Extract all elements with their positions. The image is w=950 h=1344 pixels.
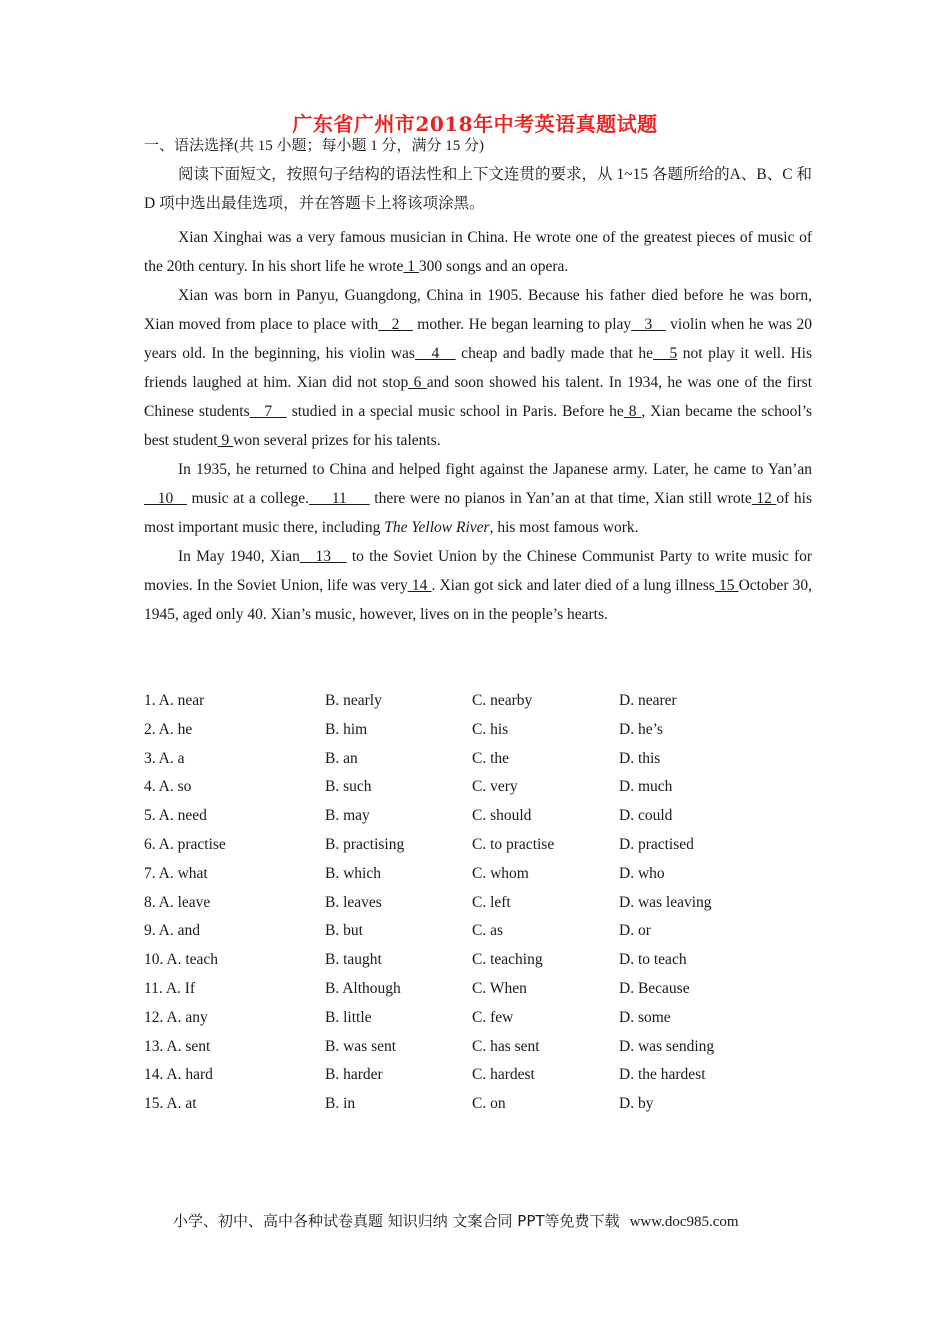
option-c[interactable]: C. whom <box>472 864 529 882</box>
blank-15: 15 <box>714 577 739 594</box>
option-a[interactable]: 8. A. leave <box>144 893 211 911</box>
option-c[interactable]: C. to practise <box>472 835 555 853</box>
page-title: 广东省广州市2018年中考英语真题试题 <box>292 112 658 136</box>
passage-text: Xian Xinghai was a very famous musician in China. He wrote one of the greatest pieces of music of the 20th century. In his short life he wrote <box>144 229 812 275</box>
option-c[interactable]: C. hardest <box>472 1066 535 1084</box>
blank-10: 10 <box>144 490 187 507</box>
option-b[interactable]: B. practising <box>325 835 405 853</box>
option-b[interactable]: B. nearly <box>325 692 382 709</box>
option-a[interactable]: 10. A. teach <box>144 951 219 969</box>
option-c[interactable]: C. When <box>472 979 527 997</box>
passage-text: , his most famous work. <box>489 519 639 536</box>
option-d[interactable]: D. by <box>619 1095 654 1113</box>
passage-text: music at a college. <box>186 490 309 507</box>
option-d[interactable]: D. nearer <box>619 692 677 709</box>
footer <box>173 1210 739 1231</box>
option-a[interactable]: 4. A. so <box>144 778 192 796</box>
option-a[interactable]: 9. A. and <box>144 922 200 940</box>
option-b[interactable]: B. harder <box>325 1066 383 1084</box>
option-b[interactable]: B. may <box>325 807 370 825</box>
blank-5: 5 <box>653 345 678 362</box>
blank-12: 12 <box>751 490 777 507</box>
passage-text: of his most important music there, including <box>144 490 812 536</box>
blank-11: 11 <box>309 490 370 507</box>
footer-text: 小学、初中、高中各种试卷真题 知识归纳 文案合同 PPT等免费下载 <box>173 1212 620 1230</box>
question-row <box>144 946 812 975</box>
passage-text: and soon showed his talent. In 1934, he was one of the first Chinese students <box>144 374 812 420</box>
question-row <box>144 831 812 860</box>
question-row <box>144 1033 812 1062</box>
passage-text: October 30, 1945, aged only 40. Xian’s music, however, lives on in the people’s hearts. <box>144 577 813 623</box>
option-c[interactable]: C. on <box>472 1095 506 1113</box>
question-row <box>144 860 812 889</box>
option-c[interactable]: C. has sent <box>472 1037 540 1055</box>
answer-options <box>144 687 812 1119</box>
option-a[interactable]: 13. A. sent <box>144 1037 211 1055</box>
option-c[interactable]: C. few <box>472 1008 514 1026</box>
passage-paragraph-3 <box>144 455 812 542</box>
option-b[interactable]: B. him <box>325 720 368 738</box>
option-a[interactable]: 11. A. If <box>144 979 196 997</box>
passage-text: there were no pianos in Yan’an at that time, Xian still wrote <box>369 490 752 507</box>
option-c[interactable]: C. teaching <box>472 951 543 969</box>
option-a[interactable]: 5. A. need <box>144 807 207 825</box>
passage-text: cheap and badly made that he <box>455 345 654 362</box>
passage-text: Xian was born in Panyu, Guangdong, China in 1905. Because his father died before he was born, Xian moved from place to place with <box>144 287 812 333</box>
blank-6: 6 <box>408 374 427 391</box>
blank-2: 2 <box>378 316 413 333</box>
question-row <box>144 745 812 774</box>
option-b[interactable]: B. but <box>325 922 363 940</box>
question-row <box>144 975 812 1004</box>
section-heading: 一、语法选择(共 15 小题；每小题 1 分，满分 15 分) <box>144 138 484 154</box>
option-b[interactable]: B. which <box>325 864 381 882</box>
option-c[interactable]: C. very <box>472 778 518 796</box>
option-c[interactable]: C. nearby <box>472 692 533 709</box>
option-b[interactable]: B. Although <box>325 979 401 997</box>
question-row <box>144 1004 812 1033</box>
question-row <box>144 687 812 716</box>
option-a[interactable]: 12. A. any <box>144 1008 208 1026</box>
question-row <box>144 716 812 745</box>
question-row <box>144 889 812 918</box>
option-c[interactable]: C. as <box>472 922 503 940</box>
passage-paragraph-2 <box>144 281 812 455</box>
option-d[interactable]: D. or <box>619 922 651 940</box>
option-b[interactable]: B. such <box>325 778 372 796</box>
option-d[interactable]: D. to teach <box>619 951 687 969</box>
option-d[interactable]: D. he’s <box>619 720 663 738</box>
option-b[interactable]: B. taught <box>325 951 382 969</box>
option-b[interactable]: B. an <box>325 749 358 767</box>
passage-text: to the Soviet Union by the Chinese Communist Party to write music for movies. In the Soviet Union, life was very <box>144 548 813 594</box>
option-d[interactable]: D. some <box>619 1008 671 1026</box>
option-c[interactable]: C. the <box>472 749 510 767</box>
option-d[interactable]: D. much <box>619 778 673 796</box>
blank-8: 8 <box>623 403 642 420</box>
option-b[interactable]: B. was sent <box>325 1037 397 1055</box>
question-row <box>144 802 812 831</box>
option-d[interactable]: D. the hardest <box>619 1066 706 1084</box>
blank-9: 9 <box>217 432 234 449</box>
instructions <box>144 160 812 218</box>
question-row <box>144 917 812 946</box>
footer-url[interactable]: www.doc985.com <box>629 1214 739 1230</box>
option-d[interactable]: D. was leaving <box>619 893 712 911</box>
option-a[interactable]: 1. A. near <box>144 692 205 709</box>
option-d[interactable]: D. this <box>619 749 661 767</box>
passage-text: 300 songs and an opera. <box>418 258 569 275</box>
passage-text: In 1935, he returned to China and helped fight against the Japanese army. Later, he came to Yan’an <box>178 461 812 478</box>
blank-3: 3 <box>631 316 666 333</box>
passage-text: won several prizes for his talents. <box>233 432 441 449</box>
option-b[interactable]: B. little <box>325 1008 372 1026</box>
blank-13: 13 <box>299 548 347 565</box>
option-a[interactable]: 6. A. practise <box>144 835 226 853</box>
option-c[interactable]: C. should <box>472 807 532 825</box>
passage-text: studied in a special music school in Paris. Before he <box>286 403 624 420</box>
option-a[interactable]: 15. A. at <box>144 1095 197 1113</box>
passage-text: . Xian got sick and later died of a lung illness <box>431 577 715 594</box>
passage-paragraph-1 <box>144 223 812 281</box>
instruction-text: 阅读下面短文，按照句子结构的语法性和上下文连贯的要求，从 1~15 各题所给的A、B、C 和 D 项中选出最佳选项，并在答题卡上将该项涂黑。 <box>144 166 812 212</box>
option-d[interactable]: D. practised <box>619 835 694 853</box>
blank-14: 14 <box>407 577 432 594</box>
option-c[interactable]: C. left <box>472 893 511 911</box>
option-a[interactable]: 14. A. hard <box>144 1066 213 1084</box>
option-a[interactable]: 7. A. what <box>144 864 208 882</box>
passage-text: , Xian became the school’s best student <box>144 403 813 449</box>
option-d[interactable]: D. who <box>619 864 665 882</box>
work-title: The Yellow River <box>384 519 490 536</box>
option-b[interactable]: B. in <box>325 1095 356 1113</box>
option-a[interactable]: 3. A. a <box>144 749 185 767</box>
passage-text: not play it well. His friends laughed at him. Xian did not stop <box>144 345 812 391</box>
question-row <box>144 773 812 802</box>
blank-7: 7 <box>249 403 287 420</box>
question-row <box>144 1061 812 1090</box>
passage-text: In May 1940, Xian <box>178 548 300 565</box>
passage-text: mother. He began learning to play <box>412 316 632 333</box>
option-c[interactable]: C. his <box>472 720 509 738</box>
passage-text: violin when he was 20 years old. In the beginning, his violin was <box>144 316 812 362</box>
option-d[interactable]: D. could <box>619 807 673 825</box>
reading-passage <box>144 223 812 629</box>
option-a[interactable]: 2. A. he <box>144 720 193 738</box>
option-b[interactable]: B. leaves <box>325 893 382 911</box>
blank-1: 1 <box>403 258 419 275</box>
passage-paragraph-4 <box>144 542 812 629</box>
option-d[interactable]: D. Because <box>619 979 690 997</box>
question-row <box>144 1090 812 1119</box>
option-d[interactable]: D. was sending <box>619 1037 715 1055</box>
blank-4: 4 <box>414 345 456 362</box>
